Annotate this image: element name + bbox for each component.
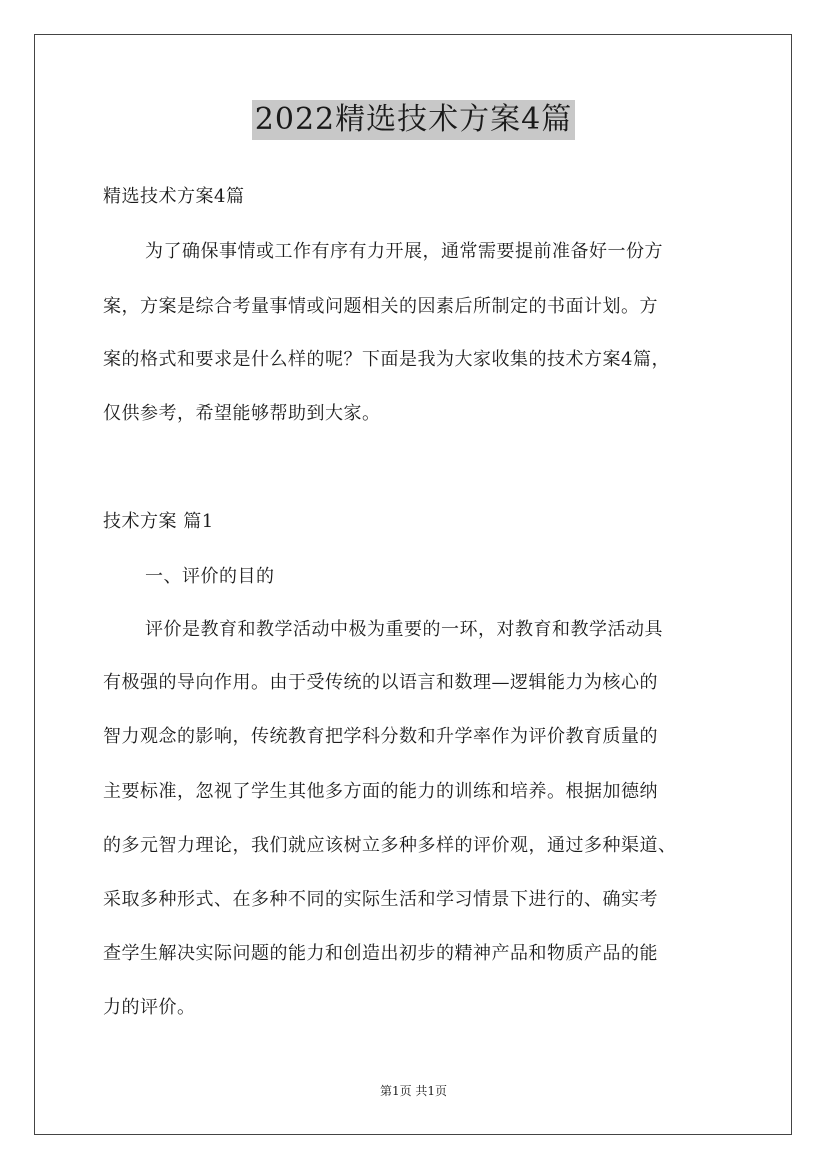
paragraph-line: 力的评价。	[103, 997, 196, 1018]
paragraph-line: 有极强的导向作用。由于受传统的以语言和数理—逻辑能力为核心的	[103, 672, 658, 693]
document-title: 2022精选技术方案4篇	[252, 100, 575, 140]
title-container	[0, 100, 827, 140]
paragraph-line: 案，方案是综合考量事情或问题相关的因素后所制定的书面计划。方	[103, 296, 658, 317]
paragraph-line: 主要标准，忽视了学生其他多方面的能力的训练和培养。根据加德纳	[103, 781, 658, 802]
page-footer: 第1页 共1页	[379, 1084, 448, 1098]
paragraph-line: 案的格式和要求是什么样的呢？下面是我为大家收集的技术方案4篇，	[103, 349, 670, 370]
paragraph-line: 采取多种形式、在多种不同的实际生活和学习情景下进行的、确实考	[103, 889, 658, 910]
paragraph-line: 为了确保事情或工作有序有力开展，通常需要提前准备好一份方	[145, 241, 663, 262]
paragraph-line: 查学生解决实际问题的能力和创造出初步的精神产品和物质产品的能	[103, 943, 658, 964]
section-heading: 技术方案 篇1	[103, 511, 214, 532]
paragraph-line: 评价是教育和教学活动中极为重要的一环，对教育和教学活动具	[145, 619, 663, 640]
paragraph-line: 仅供参考，希望能够帮助到大家。	[103, 403, 381, 424]
paragraph-line: 的多元智力理论，我们就应该树立多种多样的评价观，通过多种渠道、	[103, 835, 677, 856]
subheading: 一、评价的目的	[145, 566, 275, 587]
subtitle: 精选技术方案4篇	[103, 186, 245, 207]
paragraph-line: 智力观念的影响，传统教育把学科分数和升学率作为评价教育质量的	[103, 726, 658, 747]
